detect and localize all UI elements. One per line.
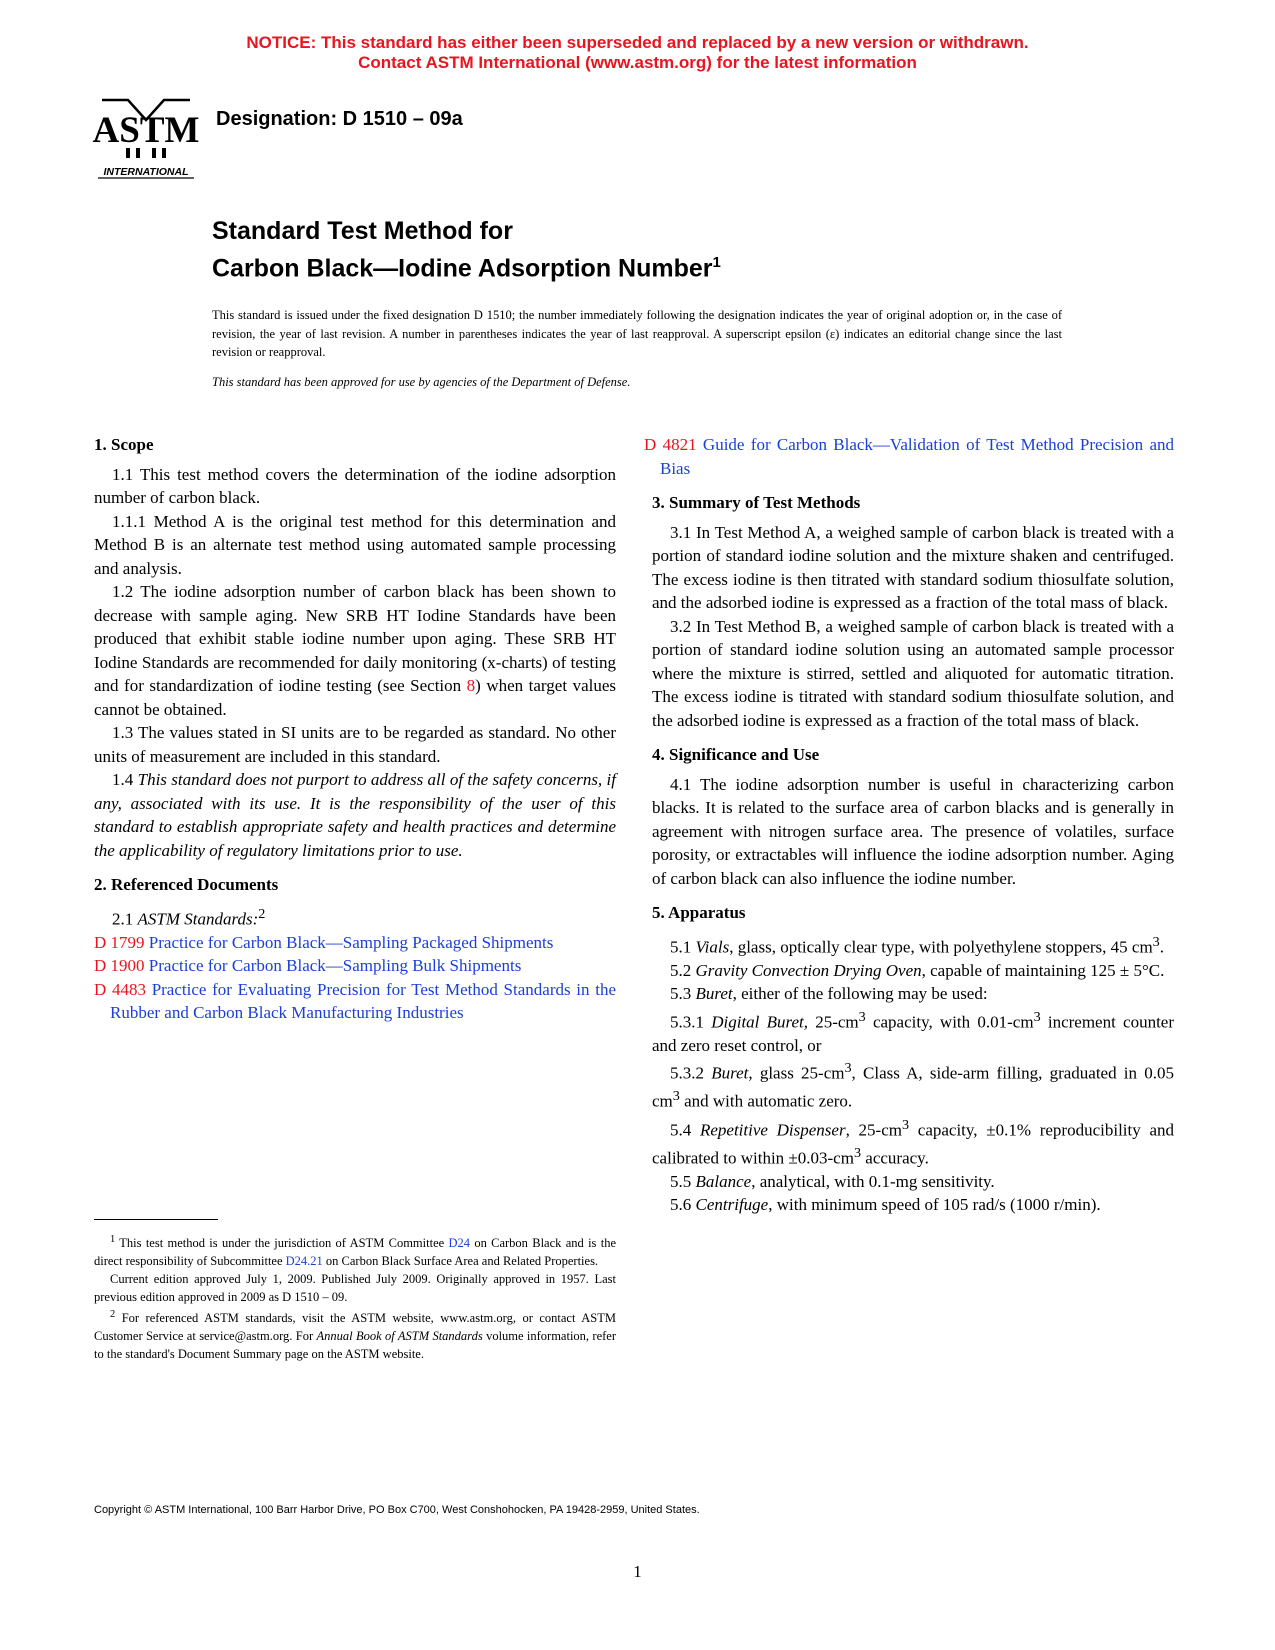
para-4-1: 4.1 The iodine adsorption number is useful in characterizing carbon blacks. It is related to the surface area of carbon blacks and is generally in agreement with nitrogen surface area. The presence of volatiles, surface porosity, or extractables will influence the iodine adsorption number. Aging of carbon black can also influence the iodine number.	[652, 774, 1174, 888]
designation: Designation: D 1510 – 09a	[216, 108, 463, 130]
para-1-4: 1.4 This standard does not purport to address all of the safety concerns, if any, associated with its use. It is the responsibility of the user of this standard to establish appropriate safety and health practices and determine the applicability of regulatory limitations prior to use.	[94, 770, 616, 860]
para-1-2: 1.2 The iodine adsorption number of carbon black has been shown to decrease with sample aging. New SRB HT Iodine Standards have been produced that exhibit stable iodine number upon aging. These SRB HT Iodine Standards are recommended for daily monitoring (x-charts) of testing and for standardization of iodine testing (see Section 8) when target values cannot be obtained.	[94, 582, 616, 719]
para-1-1-1: 1.1.1 Method A is the original test method for this determination and Method B is an alternate test method using automated sample processing and analysis.	[94, 511, 616, 578]
superseded-notice	[0, 33, 1275, 73]
para-3-1: 3.1 In Test Method A, a weighed sample of carbon black is treated with a portion of standard iodine solution and the mixture shaken and centrifuged. The excess iodine is then titrated with standard sodium thiosulfate solution, and the adsorbed iodine is expressed as a fraction of the total mass of black.	[652, 522, 1174, 612]
copyright-line: Copyright © ASTM International, 100 Barr Harbor Drive, PO Box C700, West Conshohocken, PA 19428-2959, United States.	[94, 1504, 700, 1516]
para-5-5: 5.5 Balance, analytical, with 0.1-mg sensitivity.	[670, 1171, 995, 1191]
para-2-1: 2.1 ASTM Standards:$^2$	[112, 905, 266, 929]
title-line-1: Standard Test Method for	[212, 217, 513, 245]
section-8-link[interactable]: 8	[466, 676, 476, 695]
reference-d1900[interactable]: D 1900 Practice for Carbon Black—Sampling Bulk Shipments	[94, 956, 522, 976]
para-5-1: 5.1 Vials, glass, optically clear type, with polyethylene stoppers, 45 $cm^3$.	[670, 933, 1164, 957]
reference-d1799[interactable]: D 1799 Practice for Carbon Black—Sampling Packaged Shipments	[94, 932, 554, 952]
para-5-3-2: 5.3.2 Buret, glass $25-cm^3$, Class A, side-arm filling, graduated in 0.05 $cm^3$ and with automatic zero.	[652, 1060, 1174, 1112]
para-5-6: 5.6 Centrifuge, with minimum speed of 105 rad/s (1000 r/min).	[670, 1195, 1101, 1215]
footnote-2: $^2$ For referenced ASTM standards, visit the ASTM website, www.astm.org, or contact ASTM Customer Service at service@astm.org. For Annual Book of ASTM Standards volume information, refer to the standard's Document Summary page on the ASTM website.	[94, 1309, 616, 1362]
notice-line-1: NOTICE: This standard has either been superseded and replaced by a new version or withdrawn.	[246, 33, 1029, 52]
document-title	[212, 216, 721, 284]
issuance-statement: This standard is issued under the fixed designation D 1510; the number immediately following the designation indicates the year of original adoption or, in the case of revision, the year of last revision. A number in parentheses indicates the year of last reapproval. A superscript epsilon (ε) indicates an editorial change since the last revision or reapproval.	[212, 308, 1062, 359]
footnotes	[94, 1231, 616, 1363]
subcommittee-d2421-link[interactable]: D24.21	[285, 1254, 323, 1269]
para-1-3: 1.3 The values stated in SI units are to be regarded as standard. No other units of measurement are included in this standard.	[94, 723, 616, 766]
dod-approval-note: This standard has been approved for use by agencies of the Department of Defense.	[212, 375, 631, 389]
para-5-3-1: 5.3.1 Digital Buret, $25-cm^3$ capacity, with $0.01-cm^3$ increment counter and zero reset control, or	[652, 1008, 1175, 1055]
para-5-4: 5.4 Repetitive Dispenser, $25-cm^3$ capacity, ±0.1% reproducibility and calibrated to within $\pm 0.03-cm^3$ accuracy.	[652, 1116, 1175, 1168]
committee-d24-link[interactable]: D24	[448, 1236, 471, 1251]
title-footnote-ref[interactable]: 1	[712, 254, 721, 271]
footnote-divider	[94, 1219, 218, 1220]
footnote-1: $^1$ This test method is under the jurisdiction of ASTM Committee D24 on Carbon Black and is the direct responsibility of Subcommittee D24.21 on Carbon Black Surface Area and Related Properties.	[94, 1234, 616, 1269]
footnote-2-ref[interactable]: 2	[258, 905, 266, 922]
logo-mark: ASTM	[92, 110, 200, 151]
right-column	[644, 433, 1175, 1217]
apparatus-heading: 5. Apparatus	[652, 903, 746, 922]
astm-logo	[92, 86, 200, 186]
notice-line-2: Contact ASTM International (www.astm.org) for the latest information	[358, 53, 917, 72]
summary-heading: 3. Summary of Test Methods	[652, 493, 861, 512]
scope-heading: 1. Scope	[94, 435, 154, 454]
para-3-2: 3.2 In Test Method B, a weighed sample of carbon black is treated with a portion of standard iodine solution using an automated sample processor where the mixture is stirred, settled and aliquoted for automatic titration. The excess iodine is titrated with standard sodium thiosulfate solution, and the adsorbed iodine is expressed as a fraction of the total mass of black.	[652, 616, 1174, 730]
title-line-2: Carbon Black—Iodine Adsorption Number$^1$	[212, 254, 721, 283]
page-number: 1	[633, 1562, 642, 1581]
reference-d4821[interactable]: D 4821 Guide for Carbon Black—Validation of Test Method Precision and Bias	[644, 435, 1175, 478]
para-5-3: 5.3 Buret, either of the following may be used:	[670, 984, 988, 1004]
logo-wordmark: INTERNATIONAL	[103, 166, 189, 178]
para-5-2: 5.2 Gravity Convection Drying Oven, capable of maintaining 125 ± 5°C.	[670, 960, 1165, 980]
left-column	[94, 433, 616, 1025]
para-1-1: 1.1 This test method covers the determination of the iodine adsorption number of carbon black.	[94, 464, 616, 507]
footnote-1-edition: Current edition approved July 1, 2009. Published July 2009. Originally approved in 1957. Last previous edition approved in 2009 as D 1510 – 09.	[94, 1272, 616, 1305]
significance-heading: 4. Significance and Use	[652, 745, 820, 764]
referenced-documents-heading: 2. Referenced Documents	[94, 875, 279, 894]
reference-d4483[interactable]: D 4483 Practice for Evaluating Precision for Test Method Standards in the Rubber and Carbon Black Manufacturing Industries	[94, 979, 616, 1023]
